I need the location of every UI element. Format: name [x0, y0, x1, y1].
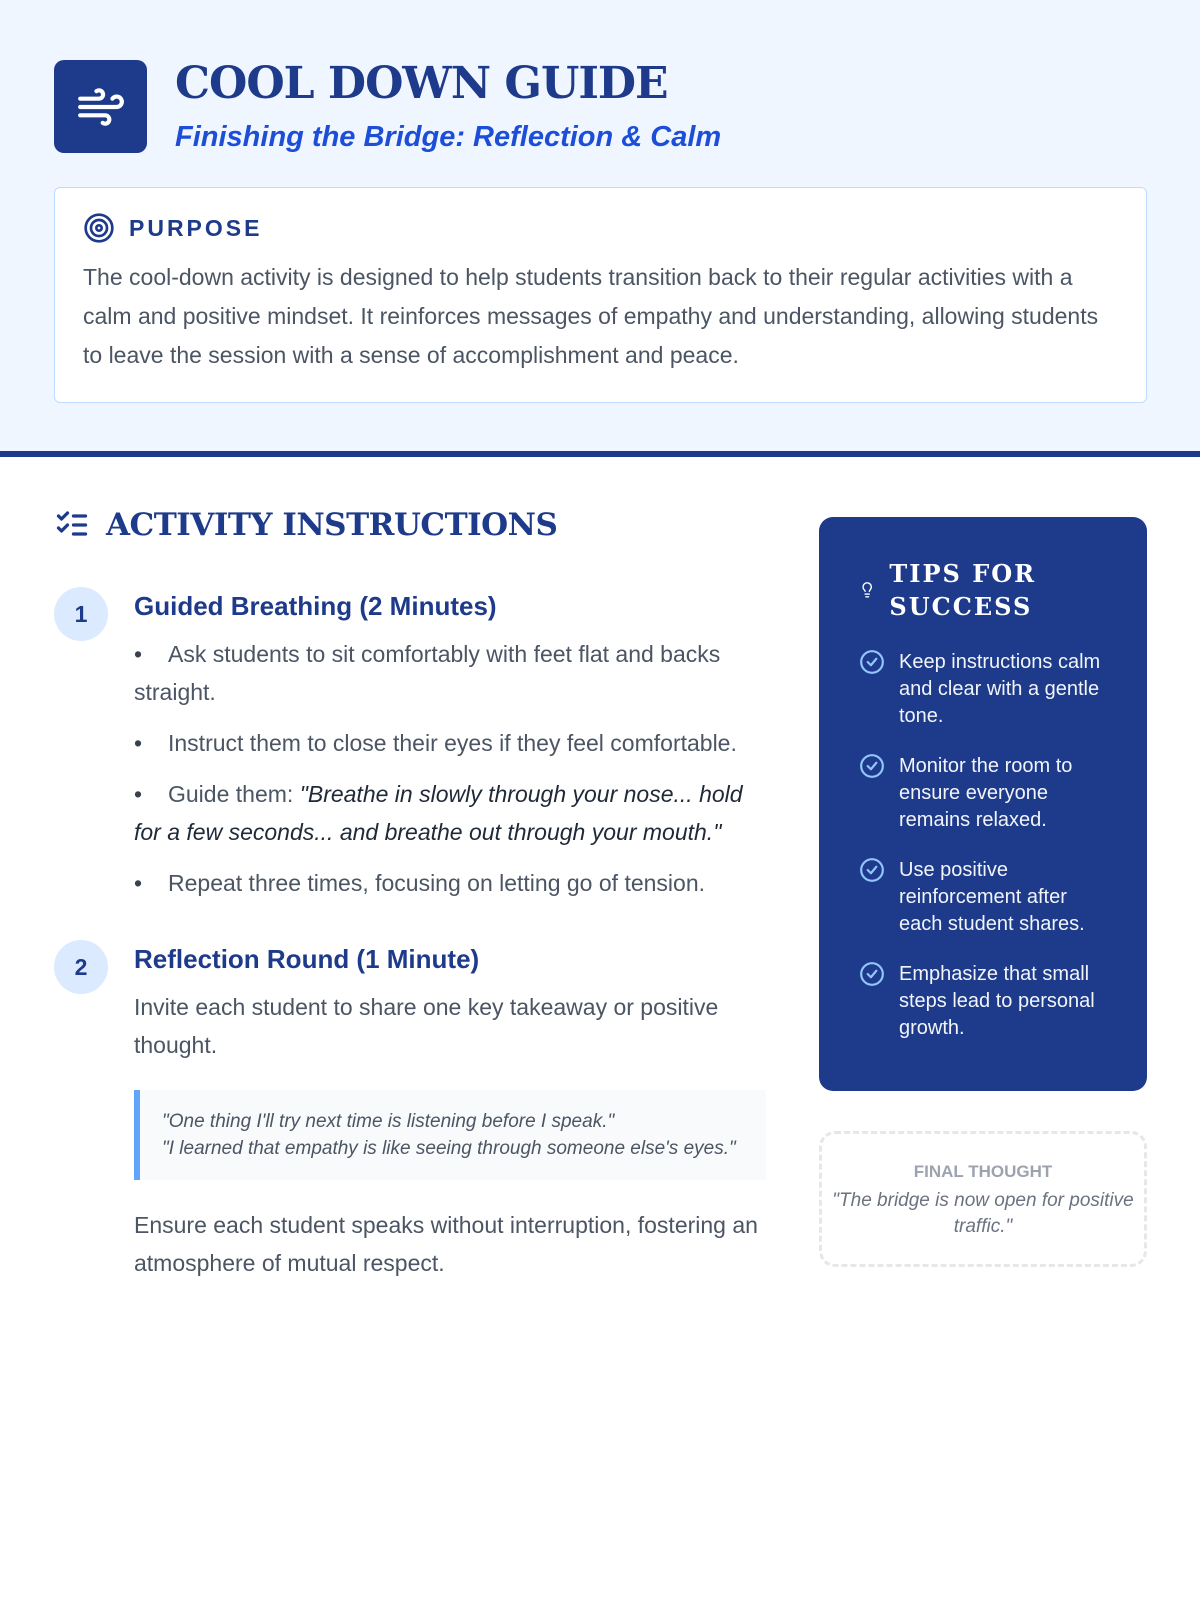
- bullet-text: Guide them:: [168, 781, 294, 807]
- tips-title: TIPS FOR SUCCESS: [889, 559, 1037, 621]
- list-item: [134, 775, 766, 851]
- step-guided-breathing: [54, 587, 766, 902]
- tip-text: Use positive reinforcement after each student shares.: [899, 859, 1085, 935]
- tip-text: Keep instructions calm and clear with a gentle tone.: [899, 651, 1101, 727]
- instructions-title: ACTIVITY INSTRUCTIONS: [106, 507, 558, 543]
- step-number: 2: [54, 940, 108, 994]
- tip-item: [859, 753, 1113, 834]
- step-number: 1: [54, 587, 108, 641]
- header: [0, 0, 1200, 457]
- reflection-intro: Invite each student to share one key takeaway or positive thought.: [134, 994, 719, 1058]
- tip-item: [859, 857, 1113, 938]
- step-title: Guided Breathing (2 Minutes): [134, 591, 497, 621]
- tip-item: [859, 961, 1113, 1042]
- instructions-section: [54, 507, 766, 1320]
- tip-text: Emphasize that small steps lead to personal growth.: [899, 963, 1095, 1039]
- final-thought-text: "The bridge is now open for positive traffic.": [832, 1190, 1134, 1237]
- main-content: [0, 457, 1200, 1600]
- instructions-heading: [54, 507, 766, 543]
- page-title: COOL DOWN GUIDE: [175, 58, 668, 109]
- purpose-label: PURPOSE: [129, 214, 263, 241]
- bullet-text: Ask students to sit comfortably with feet flat and backs straight.: [134, 641, 721, 705]
- bullet-text: Repeat three times, focusing on letting go of tension.: [168, 870, 705, 896]
- logo-badge: [54, 60, 147, 153]
- lightbulb-icon: [859, 578, 875, 602]
- reflection-outro: Ensure each student speaks without interruption, fostering an atmosphere of mutual respect.: [134, 1212, 758, 1276]
- page-subtitle: Finishing the Bridge: Reflection & Calm: [175, 121, 722, 153]
- example-quote: "One thing I'll try next time is listening before I speak.": [162, 1111, 615, 1132]
- list-item: [134, 635, 766, 711]
- purpose-heading: [83, 212, 1118, 244]
- step-title: Reflection Round (1 Minute): [134, 944, 480, 974]
- check-circle-icon: [859, 753, 885, 779]
- tips-panel: [819, 517, 1147, 1091]
- tip-text: Monitor the room to ensure everyone remains relaxed.: [899, 755, 1073, 831]
- step-bullet-list: [134, 635, 766, 902]
- checklist-icon: [54, 507, 90, 543]
- list-item: [134, 724, 766, 762]
- guide-quote: "Breathe in slowly through your nose... hold for a few seconds... and breathe out through your mouth.": [134, 781, 743, 845]
- step-reflection-round: [54, 940, 766, 1282]
- bullet-icon: •: [134, 730, 143, 756]
- list-item: [134, 864, 766, 902]
- tips-heading: [859, 557, 1113, 623]
- purpose-card: [54, 187, 1147, 403]
- target-icon: [83, 212, 115, 244]
- example-quotes: [134, 1090, 766, 1180]
- check-circle-icon: [859, 857, 885, 883]
- check-circle-icon: [859, 649, 885, 675]
- wind-icon: [76, 82, 126, 132]
- final-thought-label: FINAL THOUGHT: [913, 1162, 1053, 1181]
- purpose-text: The cool-down activity is designed to help students transition back to their regular activities with a calm and positive mindset. It reinforces messages of empathy and understanding, allowing students to leave the session with a sense of accomplishment and peace.: [83, 264, 1099, 368]
- final-thought-card: [819, 1131, 1147, 1267]
- bullet-text: Instruct them to close their eyes if they feel comfortable.: [168, 730, 737, 756]
- bullet-icon: •: [134, 870, 143, 896]
- tip-item: [859, 649, 1113, 730]
- bullet-icon: •: [134, 641, 143, 667]
- check-circle-icon: [859, 961, 885, 987]
- example-quote: "I learned that empathy is like seeing through someone else's eyes.": [162, 1138, 736, 1159]
- bullet-icon: •: [134, 781, 143, 807]
